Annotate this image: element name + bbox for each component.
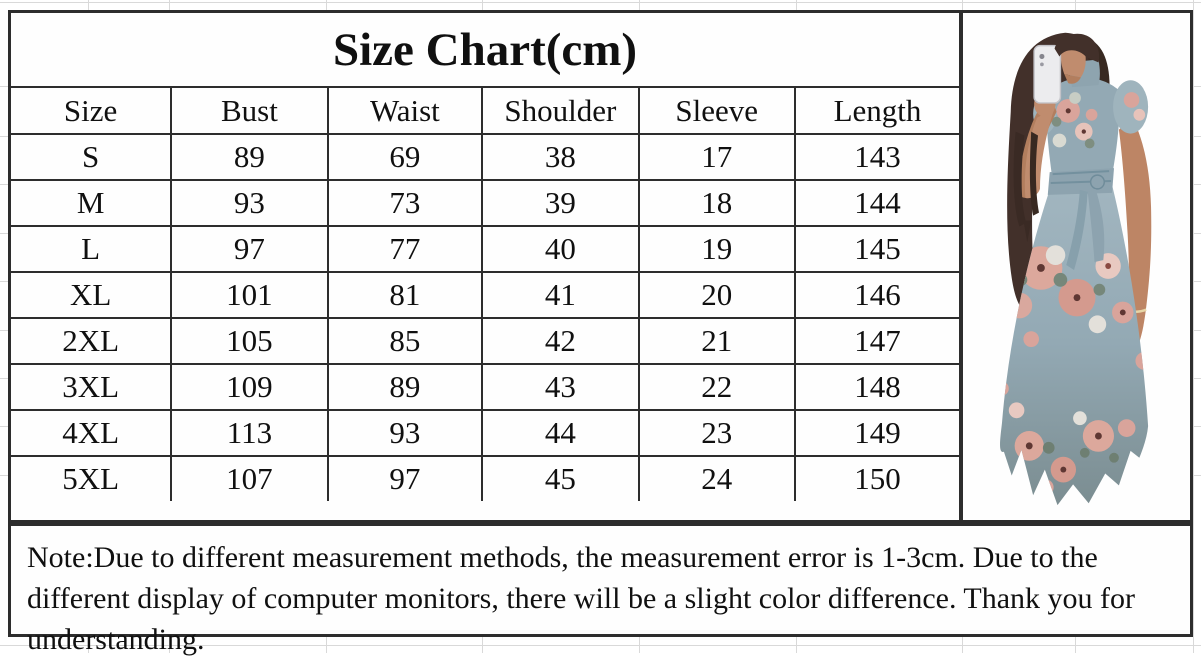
table-row-l bbox=[11, 226, 959, 272]
column-header-size: Size bbox=[11, 88, 171, 134]
table-cell: 21 bbox=[639, 318, 795, 364]
table-cell: 146 bbox=[795, 272, 959, 318]
table-row-s bbox=[11, 134, 959, 180]
table-cell: 23 bbox=[639, 410, 795, 456]
column-header-bust: Bust bbox=[171, 88, 327, 134]
table-cell: 93 bbox=[171, 180, 327, 226]
header-row bbox=[11, 88, 959, 134]
table-cell: 105 bbox=[171, 318, 327, 364]
table-cell: 97 bbox=[328, 456, 483, 501]
table-row-2xl bbox=[11, 318, 959, 364]
phone-camera-icon bbox=[1039, 54, 1044, 59]
table-cell: 39 bbox=[482, 180, 638, 226]
table-cell: M bbox=[11, 180, 171, 226]
table-cell: 17 bbox=[639, 134, 795, 180]
table-cell: 77 bbox=[328, 226, 483, 272]
table-cell: 45 bbox=[482, 456, 638, 501]
phone bbox=[1034, 46, 1060, 103]
note-text: Note:Due to different measurement methods, the measurement error is 1-3cm. Due to the different display of computer monitors, there will be a slight color difference. Thank you for understanding. bbox=[27, 541, 1136, 656]
table-cell: 81 bbox=[328, 272, 483, 318]
table-cell: 85 bbox=[328, 318, 483, 364]
column-header-shoulder: Shoulder bbox=[482, 88, 638, 134]
table-cell: 97 bbox=[171, 226, 327, 272]
table-cell: 101 bbox=[171, 272, 327, 318]
table-cell: 20 bbox=[639, 272, 795, 318]
table-cell: 22 bbox=[639, 364, 795, 410]
table-cell: 43 bbox=[482, 364, 638, 410]
table-cell: 113 bbox=[171, 410, 327, 456]
table-cell: 149 bbox=[795, 410, 959, 456]
column-header-length: Length bbox=[795, 88, 959, 134]
table-cell: 2XL bbox=[11, 318, 171, 364]
table-row-m bbox=[11, 180, 959, 226]
table-row-4xl bbox=[11, 410, 959, 456]
table-cell: 19 bbox=[639, 226, 795, 272]
table-cell: 148 bbox=[795, 364, 959, 410]
table-cell: 41 bbox=[482, 272, 638, 318]
table-cell: 38 bbox=[482, 134, 638, 180]
table-cell: 144 bbox=[795, 180, 959, 226]
table-title: Size Chart(cm) bbox=[11, 13, 959, 88]
table-row-3xl bbox=[11, 364, 959, 410]
dress-illustration-svg bbox=[963, 13, 1190, 520]
table-cell: 73 bbox=[328, 180, 483, 226]
table-cell: 3XL bbox=[11, 364, 171, 410]
table-cell: 24 bbox=[639, 456, 795, 501]
table-cell: 89 bbox=[171, 134, 327, 180]
table-row-5xl bbox=[11, 456, 959, 501]
table-cell: 18 bbox=[639, 180, 795, 226]
table-cell: 147 bbox=[795, 318, 959, 364]
column-header-waist: Waist bbox=[328, 88, 483, 134]
table-cell: L bbox=[11, 226, 171, 272]
table-cell: 107 bbox=[171, 456, 327, 501]
table-cell: 89 bbox=[328, 364, 483, 410]
table-cell: 150 bbox=[795, 456, 959, 501]
table-cell: XL bbox=[11, 272, 171, 318]
table-row-xl bbox=[11, 272, 959, 318]
size-chart-table bbox=[8, 10, 962, 523]
measurements-table bbox=[11, 88, 959, 501]
table-cell: 143 bbox=[795, 134, 959, 180]
note-box bbox=[8, 523, 1193, 656]
sheet-gridline bbox=[1193, 0, 1194, 653]
table-cell: 44 bbox=[482, 410, 638, 456]
table-cell: 40 bbox=[482, 226, 638, 272]
sheet-gridline bbox=[0, 2, 1201, 3]
table-cell: 109 bbox=[171, 364, 327, 410]
table-cell: 5XL bbox=[11, 456, 171, 501]
table-cell: 93 bbox=[328, 410, 483, 456]
column-header-sleeve: Sleeve bbox=[639, 88, 795, 134]
table-cell: 42 bbox=[482, 318, 638, 364]
table-cell: S bbox=[11, 134, 171, 180]
table-cell: 145 bbox=[795, 226, 959, 272]
table-cell: 69 bbox=[328, 134, 483, 180]
table-cell: 4XL bbox=[11, 410, 171, 456]
product-photo bbox=[960, 10, 1193, 523]
